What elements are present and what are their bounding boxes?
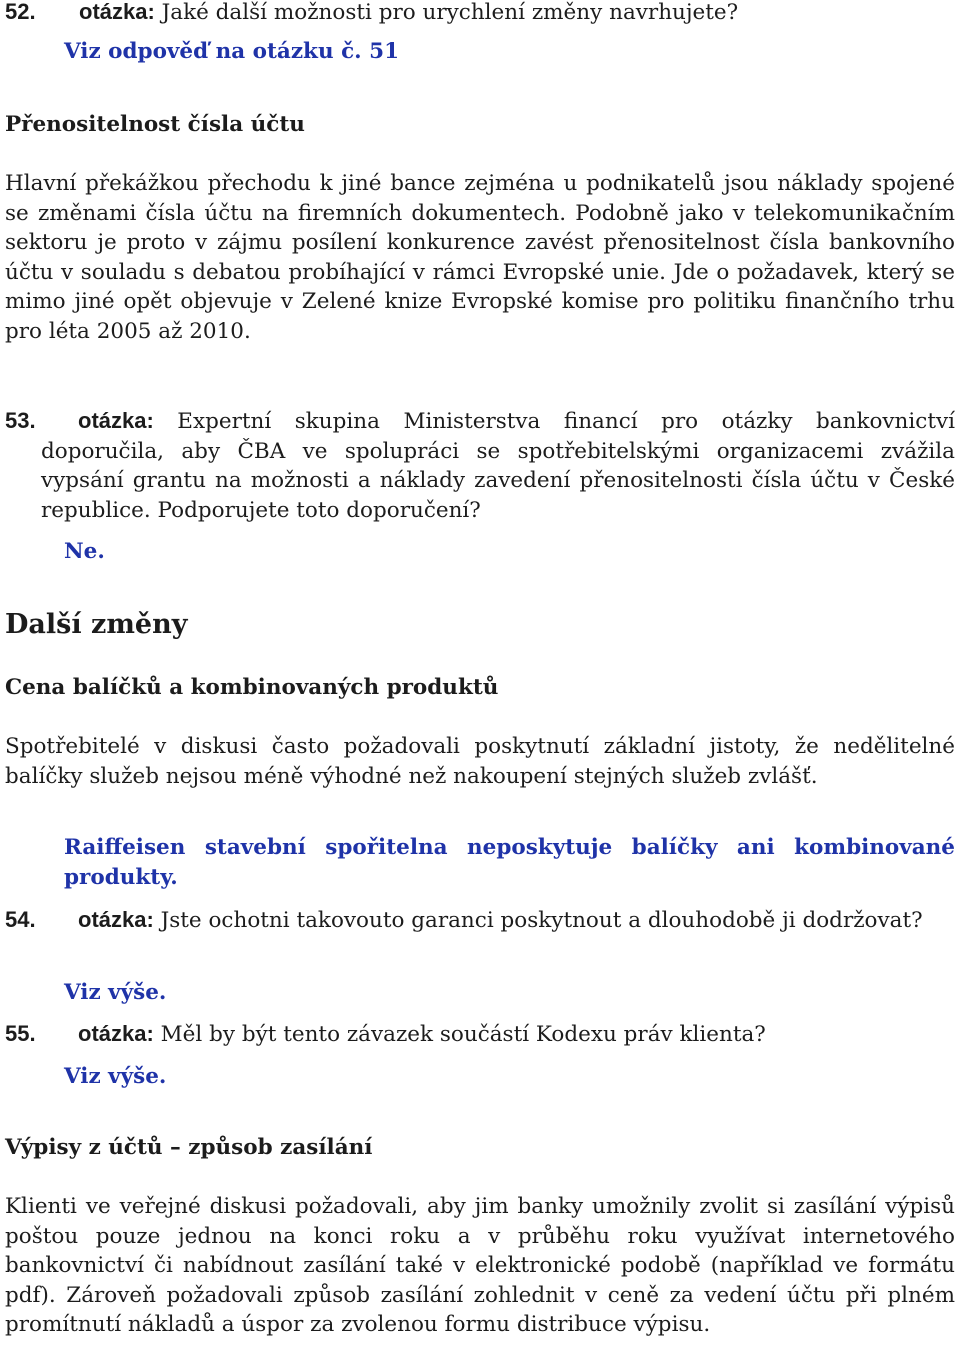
answer-55: Viz výše. — [64, 1064, 167, 1089]
question-text: Jste ochotni takovouto garanci poskytnout a dlouhodobě ji dodržovat? — [160, 908, 923, 933]
section-heading-portability: Přenositelnost čísla účtu — [5, 112, 305, 137]
section-paragraph-packages: Spotřebitelé v diskusi často požadovali poskytnutí základní jistoty, že nedělitelné balíčky služeb nejsou méně výhodné než nakoupení stejných služeb zvlášť. — [5, 734, 955, 789]
question-number: 54. — [5, 907, 36, 932]
section-heading-statements: Výpisy z účtů – způsob zasílání — [5, 1135, 373, 1160]
answer-53: Ne. — [64, 539, 105, 564]
question-number: 53. — [5, 408, 36, 433]
question-label: otázka: — [78, 1021, 154, 1046]
question-text: Jaké další možnosti pro urychlení změny navrhujete? — [161, 0, 739, 25]
question-55 — [5, 1019, 955, 1050]
section-paragraph-statements: Klienti ve veřejné diskusi požadovali, aby jim banky umožnily zvolit si zasílání výpisů poštou pouze jednou na konci roku a v průběhu roku využívat internetového bankovnictví či nabídnout zasílání také v elektronické podobě (například ve formátu pdf). Zároveň požadovali způsob zasílání zohlednit v ceně za vedení účtu při plném promítnutí nákladů a úspor za zvolenou formu distribuce výpisu. — [5, 1194, 955, 1338]
answer-packages: Raiffeisen stavební spořitelna neposkytuje balíčky ani kombinované produkty. — [64, 835, 955, 890]
question-text: Expertní skupina Ministerstva financí pro otázky bankovnictví doporučila, aby ČBA ve spolupráci se spotřebitelskými organizacemi zvážila vypsání grantu na možnosti a náklady zavedení přenositelnosti čísla účtu v České republice. Podporujete toto doporučení? — [41, 409, 955, 523]
section-heading-other-changes: Další změny — [5, 609, 188, 640]
question-number: 52. — [5, 0, 36, 24]
question-53 — [5, 406, 955, 525]
section-paragraph-portability: Hlavní překážkou přechodu k jiné bance zejména u podnikatelů jsou náklady spojené se změnami čísla účtu na firemních dokumentech. Podobně jako v telekomunikačním sektoru je proto v zájmu posílení konkurence zavést přenositelnost čísla bankovního účtu v souladu s debatou probíhající v rámci Evropské unie. Jde o požadavek, který se mimo jiné opět objevuje v Zelené knize Evropské komise pro politiku finančního trhu pro léta 2005 až 2010. — [5, 171, 955, 344]
question-number: 55. — [5, 1021, 36, 1046]
question-label: otázka: — [78, 408, 154, 433]
question-label: otázka: — [78, 907, 154, 932]
section-heading-packages: Cena balíčků a kombinovaných produktů — [5, 675, 499, 700]
question-text: Měl by být tento závazek součástí Kodexu práv klienta? — [160, 1022, 766, 1047]
answer-54: Viz výše. — [64, 980, 167, 1005]
answer-52: Viz odpověď na otázku č. 51 — [64, 39, 400, 64]
question-label: otázka: — [79, 0, 155, 24]
question-52 — [5, 0, 955, 28]
question-54 — [5, 905, 955, 936]
